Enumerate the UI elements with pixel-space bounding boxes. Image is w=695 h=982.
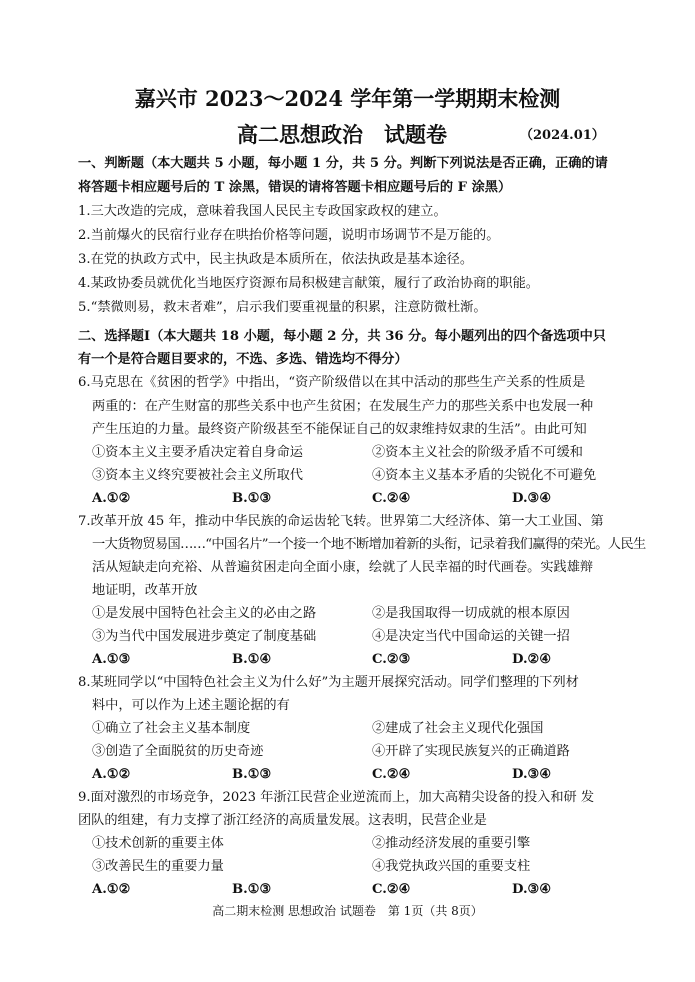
judgement-item-1: 1.三大改造的完成，意味着我国人民民主专政国家政权的建立。 (78, 204, 447, 219)
q7-choice-a: A.①③ (92, 652, 131, 667)
q9-choice-a: A.①② (92, 882, 131, 897)
q6-stem-line-2: 两重的：在产生财富的那些关系中也产生贫困；在发展生产力的那些关系中也发展一种 (92, 399, 594, 414)
q9-statement-1: ①技术创新的重要主体 (92, 836, 224, 851)
q8-stem-line-1: 8.某班同学以“中国特色社会主义为什么好”为主题开展探究活动。同学们整理的下列材 (78, 675, 579, 690)
exam-subtitle: 高二思想政治 试题卷 (237, 122, 447, 147)
q6-statement-2: ②资本主义社会的阶级矛盾不可缓和 (372, 445, 583, 460)
judgement-item-4: 4.某政协委员就优化当地医疗资源布局积极建言献策，履行了政治协商的职能。 (78, 276, 539, 291)
section1-instruction-line-1 (78, 155, 608, 173)
q6-choice-b: B.①③ (232, 491, 272, 506)
q7-choice-b: B.①④ (232, 652, 272, 667)
q8-statement-3: ③创造了全面脱贫的历史奇迹 (92, 744, 264, 759)
q6-choice-d: D.③④ (512, 491, 552, 506)
section1-heading: 一、判断题 (78, 156, 144, 171)
exam-title: 嘉兴市 2023～2024 学年第一学期期末检测 (134, 86, 561, 111)
q9-choice-b: B.①③ (232, 882, 272, 897)
q9-stem-line-2: 团队的组建，有力支撑了浙江经济的高质量发展。这表明，民营企业是 (78, 813, 487, 828)
q8-choice-c: C.②④ (372, 767, 411, 782)
q7-statement-1: ①是发展中国特色社会主义的必由之路 (92, 606, 317, 621)
q7-stem-line-2: 一大货物贸易国……“中国名片”一个接一个地不断增加着新的头衔，记录着我们赢得的荣光。人民生 (92, 537, 646, 552)
q9-statement-2: ②推动经济发展的重要引擎 (372, 836, 531, 851)
q7-stem-line-3: 活从短缺走向充裕、从普遍贫困走向全面小康，绘就了人民幸福的时代画卷。实践雄辩 (92, 560, 594, 575)
q9-choice-d: D.③④ (512, 882, 552, 897)
q7-statement-4: ④是决定当代中国命运的关键一招 (372, 629, 570, 644)
q8-choice-b: B.①③ (232, 767, 272, 782)
q9-statement-4: ④我党执政兴国的重要支柱 (372, 859, 531, 874)
section2-instruction-line-2: 有一个是符合题目要求的，不选、多选、错选均不得分） (78, 352, 408, 367)
q8-choice-d: D.③④ (512, 767, 552, 782)
q8-stem-line-2: 料中，可以作为上述主题论据的有 (92, 698, 290, 713)
section2-instruction-line-1 (78, 328, 606, 346)
q8-choice-a: A.①② (92, 767, 131, 782)
q7-statement-2: ②是我国取得一切成就的根本原因 (372, 606, 570, 621)
q6-choice-a: A.①② (92, 491, 131, 506)
q8-statement-1: ①确立了社会主义基本制度 (92, 721, 251, 736)
q9-stem-line-1: 9.面对激烈的市场竞争，2023 年浙江民营企业逆流而上，加大高精尖设备的投入和研 发 (78, 790, 595, 805)
q6-statement-1: ①资本主义主要矛盾决定着自身命运 (92, 445, 303, 460)
q8-statement-4: ④开辟了实现民族复兴的正确道路 (372, 744, 570, 759)
q6-statement-4: ④资本主义基本矛盾的尖锐化不可避免 (372, 468, 597, 483)
section1-instruction-line-2: 将答题卡相应题号后的 T 涂黑，错误的请将答题卡相应题号后的 F 涂黑） (78, 180, 512, 195)
q6-choice-c: C.②④ (372, 491, 411, 506)
q7-stem-line-4: 地证明，改革开放 (92, 583, 198, 598)
q9-statement-3: ③改善民生的重要力量 (92, 859, 224, 874)
q7-statement-3: ③为当代中国发展进步奠定了制度基础 (92, 629, 317, 644)
q6-statement-3: ③资本主义终究要被社会主义所取代 (92, 468, 303, 483)
section1-instruction: （本大题共 5 小题，每小题 1 分，共 5 分。判断下列说法是否正确，正确的请 (143, 156, 608, 171)
q6-stem-line-3: 产生压迫的力量。最终资产阶级甚至不能保证自己的奴隶维持奴隶的生活”。由此可知 (92, 422, 587, 437)
section2-instruction: （本大题共 18 小题，每小题 2 分，共 36 分。每小题列出的四个备选项中只 (150, 329, 606, 344)
q7-stem-line-1: 7.改革开放 45 年，推动中华民族的命运齿轮飞转。世界第二大经济体、第一大工业国、第 (78, 514, 604, 529)
judgement-item-3: 3.在党的执政方式中，民主执政是本质所在，依法执政是基本途径。 (78, 252, 474, 267)
q6-stem-line-1: 6.马克思在《贫困的哲学》中指出，“资产阶级借以在其中活动的那些生产关系的性质是 (78, 375, 586, 390)
judgement-item-2: 2.当前爆火的民宿行业存在哄抬价格等问题，说明市场调节不是万能的。 (78, 228, 500, 243)
judgement-item-5: 5.“禁微则易，救末者难”，启示我们要重视量的积累，注意防微杜渐。 (78, 300, 487, 315)
q9-choice-c: C.②④ (372, 882, 411, 897)
exam-date: （2024.01） (520, 128, 605, 143)
page-footer: 高二期末检测 思想政治 试题卷 第 1页（共 8页） (212, 904, 483, 918)
q7-choice-d: D.②④ (512, 652, 552, 667)
section2-heading: 二、选择题Ⅰ (78, 329, 151, 344)
q7-choice-c: C.②③ (372, 652, 411, 667)
q8-statement-2: ②建成了社会主义现代化强国 (372, 721, 544, 736)
